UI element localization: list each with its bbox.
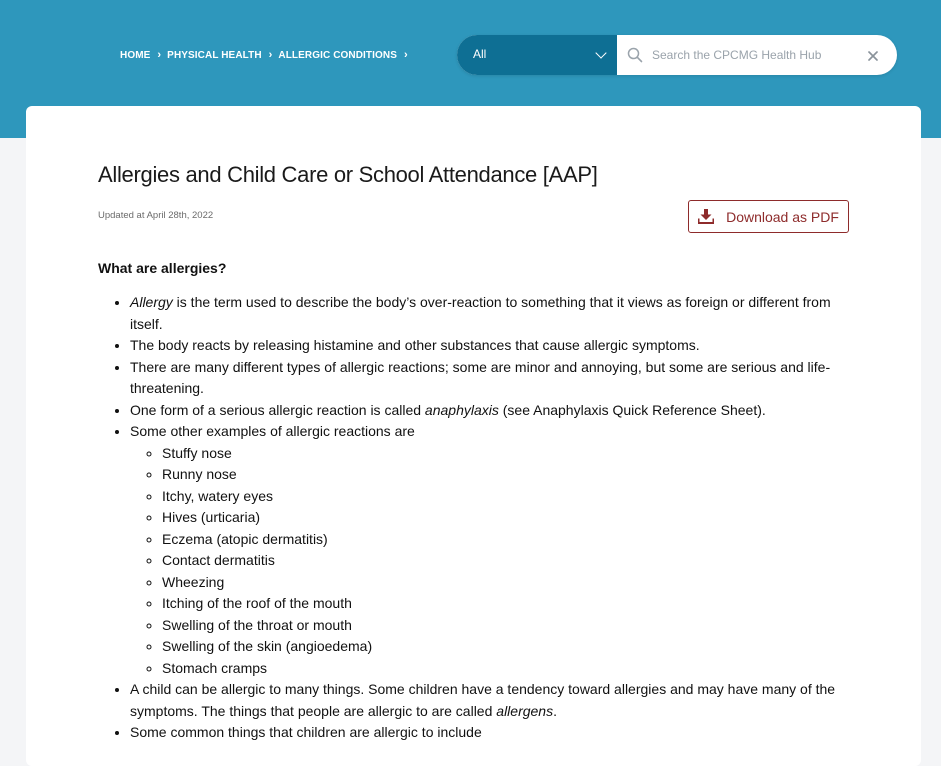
list-item: • Allergy is the term used to describe the body’s over-reaction to something that it views as foreign or different from itself.	[130, 292, 838, 335]
search-field	[617, 35, 897, 75]
list-item: ◦ Stomach cramps	[162, 658, 838, 680]
article-card	[26, 106, 921, 766]
chevron-down-icon	[595, 47, 606, 58]
breadcrumb-allergic-conditions[interactable]: ALLERGIC CONDITIONS	[278, 49, 397, 61]
article-content	[98, 292, 838, 744]
updated-date: Updated at April 28th, 2022	[98, 210, 214, 221]
list-item: ◦ Stuffy nose	[162, 443, 838, 465]
search-icon	[627, 47, 643, 63]
search-scope-select[interactable]	[457, 35, 617, 75]
download-pdf-label: Download as PDF	[726, 208, 839, 225]
list-item: ◦ Itching of the roof of the mouth	[162, 593, 838, 615]
list-item: ◦ Contact dermatitis	[162, 550, 838, 572]
list-item: • One form of a serious allergic reaction is called anaphylaxis (see Anaphylaxis Quick Reference Sheet).	[130, 400, 838, 422]
close-icon[interactable]	[867, 49, 879, 61]
list-item: • Some common things that children are allergic to include	[130, 722, 838, 744]
breadcrumb-physical-health[interactable]: PHYSICAL HEALTH	[167, 49, 262, 61]
search-input[interactable]	[650, 47, 854, 63]
list-item: ◦ Eczema (atopic dermatitis)	[162, 529, 838, 551]
download-pdf-button[interactable]	[688, 200, 849, 233]
list-item: ◦ Runny nose	[162, 464, 838, 486]
breadcrumb	[120, 49, 414, 61]
reaction-examples-list	[130, 443, 838, 680]
breadcrumb-home[interactable]: HOME	[120, 49, 151, 61]
list-item: ◦ Wheezing	[162, 572, 838, 594]
list-item: ◦ Hives (urticaria)	[162, 507, 838, 529]
list-item: • The body reacts by releasing histamine and other substances that cause allergic symptoms.	[130, 335, 838, 357]
search-scope-value: All	[473, 47, 487, 61]
allergy-facts-list	[98, 292, 838, 744]
section-heading: What are allergies?	[98, 260, 227, 276]
download-icon	[698, 209, 714, 224]
list-item: ◦ Swelling of the throat or mouth	[162, 615, 838, 637]
list-item: ◦ Itchy, watery eyes	[162, 486, 838, 508]
breadcrumb-separator-icon: ›	[403, 49, 408, 61]
search-bar	[457, 35, 897, 75]
list-item: • There are many different types of allergic reactions; some are minor and annoying, but some are serious and life-threatening.	[130, 357, 838, 400]
page-title: Allergies and Child Care or School Attendance [AAP]	[98, 162, 598, 187]
list-item: • A child can be allergic to many things. Some children have a tendency toward allergies and may have many of the symptoms. The things that people are allergic to are called allergens.	[130, 679, 838, 722]
breadcrumb-separator-icon: ›	[157, 49, 162, 61]
breadcrumb-separator-icon: ›	[268, 49, 273, 61]
list-item: • Some other examples of allergic reactions are ◦ Stuffy nose ◦ Runny nose ◦ Itchy, watery eyes ◦ Hives (urticaria) ◦ Eczema (atopic dermatitis) ◦ Contact dermatitis ◦ Wheezing ◦ Itching of the roof of the mouth ◦ Swelling of the throat or mouth ◦ Swelling of the skin (angioedema) ◦ Stomach cramps	[130, 421, 838, 679]
list-item: ◦ Swelling of the skin (angioedema)	[162, 636, 838, 658]
